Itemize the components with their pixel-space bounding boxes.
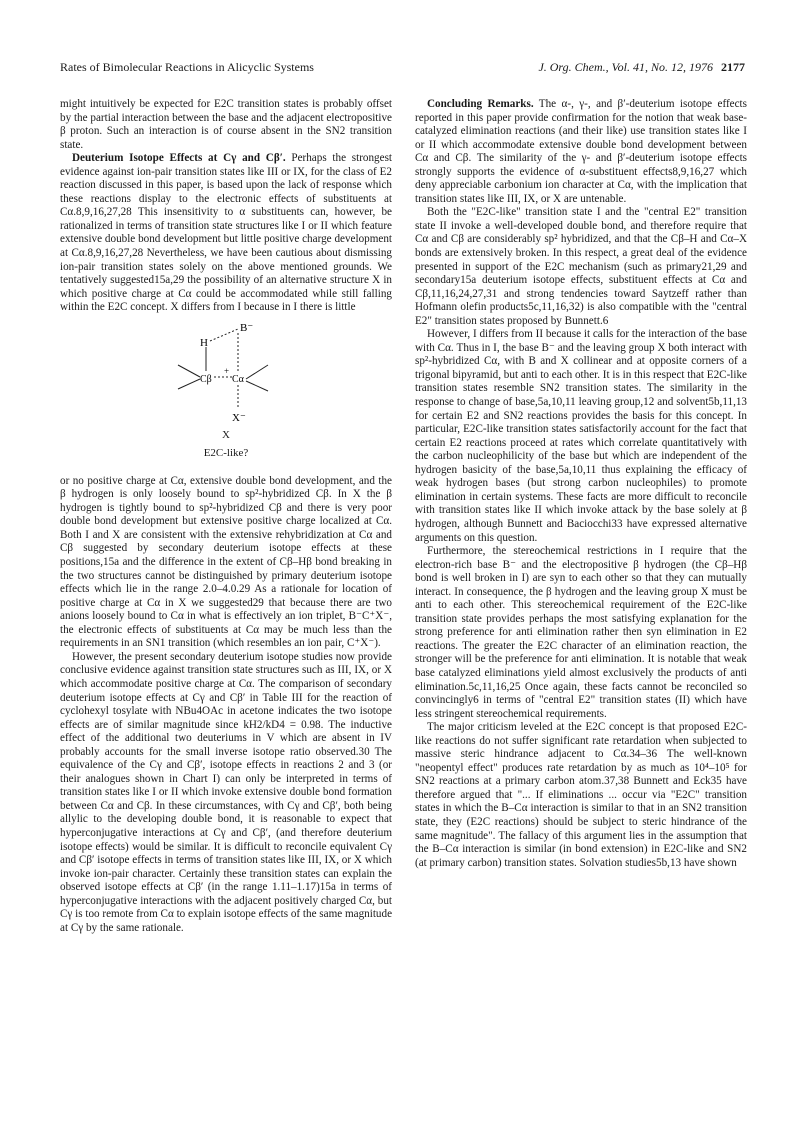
structure-label: X xyxy=(222,428,230,441)
paragraph: Furthermore, the stereochemical restrictions in I require that the electron-rich base B⁻ and the electropositive β hydrogen (the Cβ–Hβ bond is well broken in I) are syn to each other so that they can mutually interact. In consequence, the β hydrogen and the leaving group X must be anti to each other. This stereochemical requirement of the E2C-like transition state provides perhaps the most satisfying explanation for the strong preference for anti elimination rather then syn elimination in E2 reactions. The greater the E2C character of an elimination reaction, the stronger will be the preference for anti elimination. It is notable that weak base catalyzed eliminations yield almost exclusively the products of anti elimination.5c,11,16,25 Once again, these facts cannot be reconciled so convincingly6 in terms of "central E2" transition states (II) which have less stringent stereochemical requirements. xyxy=(415,545,747,720)
paragraph: or no positive charge at Cα, extensive double bond development, and the β hydrogen is only loosely bound to sp²-hybridized Cβ. In X the β hydrogen is tightly bound to sp²-hybridized Cβ and there is very poor double bond development but extensive positive charge localized at Cα. Both I and X are consistent with the extensive rehybridization at Cα and Cβ suggested by secondary deuterium isotope effects at these positions,15a and the difference in the extent of Cβ–Hβ bond breaking in the two structures cannot be distinguished by primary deuterium isotope effects which lie in the range 2.0–4.0.29 As a rationale for location of positive charge at Cα in X we suggested29 that because there are two anions loosely bound to Cα in what is effectively an ion triplet, B⁻C⁺X⁻, the electronic effects of substituents at Cα may be much less than the requirements in an SN1 transition (which resembles an ion pair, C⁺X⁻). xyxy=(60,474,392,650)
structure-caption: E2C-like? xyxy=(203,446,249,459)
journal-name: J. Org. Chem., Vol. 41, No. 12, 1976 xyxy=(538,60,713,74)
paragraph xyxy=(60,152,392,315)
charge-plus: + xyxy=(224,365,230,376)
paragraph: The major criticism leveled at the E2C concept is that proposed E2C-like reactions do not suffer significant rate retardation when subjected to massive steric hindrance adjacent to Cα.34–36 The well-known "neopentyl effect" produces rate retardation by as much as 10⁴–10⁵ for SN2 reactions at a primary carbon atom.37,38 Bunnett and Eck35 have therefore argued that "... If eliminations ... occur via "E2C" transition states in which the B–Cα interaction is similar to that in an SN2 transition state, they (E2C reactions) should be subject to steric hindrance of the same magnitude". The fallacy of this argument lies in the assumption that the B–Cα interaction is similar (in bond extension) in E2C-like and SN2 (at primary carbon) transition states. Solvation studies5b,13 have shown xyxy=(415,721,747,869)
structure-diagram xyxy=(60,319,392,444)
paragraph xyxy=(415,98,747,206)
paragraph: Both the "E2C-like" transition state I and the "central E2" transition state II invoke a well-developed double bond, and therefore require that Cα and Cβ are considerably sp² hybridized, and that the Cβ–H and Cα–X bonds are extensively broken. In this respect, a great deal of the evidence presented in support of the E2C mechanism (such as primary21,29 and secondary15a deuterium isotope effects, substituent effects at Cα and Cβ,11,16,24,27,31 and strong tendencies toward Saytzeff rather than Hofmann olefin products5c,11,16,32) is also compatible with the "central E2" transition states proposed by Bunnett.6 xyxy=(415,206,747,327)
left-column xyxy=(60,98,392,935)
paragraph: However, I differs from II because it calls for the interaction of the base with Cα. Thus in I, the base B⁻ and the leaving group X both interact with sp²-hybridized Cα, with B and X collinear and at opposite corners of a trigonal bipyramid, but anti to each other. It is in this respect that E2C-like transition states resemble SN2 transition states. The similarity in the response to change of base,5a,10,11 leaving group,12 and solvent5b,11,13 for certain E2 and SN2 reactions provides the basis for this concept. In particular, E2C-like transition states satisfactorily account for the fact that certain E2 reactions proceed at rates which correlate quantitatively with the carbon nucleophilicity of the base but which are independent of the hydrogen basicity of the base,5a,10,11 thus explaining the efficacy of weak hydrogen bases (but strong carbon nucleophiles) to promote elimination in certain systems. These facts are more difficult to reconcile with transition states like II which invoke attack by the base solely at β hydrogen, although Bunnett and Baciocchi33 have expressed alternative arguments on this question. xyxy=(415,328,747,544)
atom-B: B⁻ xyxy=(240,321,254,334)
paragraph-text: The α-, γ-, and β′-deuterium isotope effects reported in this paper provide confirmation for the notion that weak base-catalyzed elimination reactions (and their like) use transition states like I or II which accommodate extensive double bond development between Cα and Cβ. The similarity of the γ- and β′-deuterium isotope effects strongly supports the evidence of α-substituent effects8,9,16,27 which deny appreciable carbonium ion character at Cα, with the implication that transition states like III, IX, or X are untenable. xyxy=(415,98,747,205)
section-heading: Concluding Remarks. xyxy=(427,98,534,110)
running-header xyxy=(60,60,745,78)
right-column xyxy=(415,98,747,870)
running-title: Rates of Bimolecular Reactions in Alicyclic Systems xyxy=(60,60,314,74)
journal-citation xyxy=(538,60,745,75)
atom-H: H xyxy=(200,336,208,349)
paragraph: However, the present secondary deuterium isotope studies now provide conclusive evidence against transition state structures such as III, IX, or X which accommodate positive charge at Cα. The comparison of secondary deuterium isotope effects at Cγ and Cβ′ in Table III for the reaction of cyclohexyl tosylate with NBu4OAc in acetone indicates the two isotope effects are of similar magnitude since kH2/kD4 = 0.98. The inductive effect of the additional two deuteriums in V which are absent in IV probably accounts for the small inverse isotope ratio observed.30 The equivalence of the Cγ and Cβ′, isotope effects in reactions 2 and 3 (or their analogues shown in Chart I) can only be interpreted in terms of transition states like I or II which invoke extensive double bond formation between Cα and Cβ. In these circumstances, with Cγ and Cβ′, both being allylic to the developing double bond, it is reasonable to expect that hyperconjugative interactions at Cγ and Cβ′, (and therefore deuterium isotope effects) would be similar. It is difficult to reconcile equivalent Cγ and Cβ′ isotope effects in terms of transition states like III, IX, or X which invoke ion-pair character. Certainly these transition states can explain the observed isotope effects at Cβ′ (in the range 1.11–1.17)15a in terms of hyperconjugative interactions with the adjacent positively charged Cα, but Cγ is too remote from Cα to explain isotope effects of the same magnitude at Cγ by the same rationale. xyxy=(60,650,393,934)
atom-X: X⁻ xyxy=(232,411,246,424)
page-number: 2177 xyxy=(721,60,745,74)
structure-figure xyxy=(60,319,392,469)
section-heading: Deuterium Isotope Effects at Cγ and Cβ′. xyxy=(72,152,286,165)
atom-C-alpha: Cα xyxy=(232,373,244,385)
atom-C-beta: Cβ xyxy=(200,373,212,385)
paragraph-text: Perhaps the strongest evidence against ion-pair transition states like III or IX, for the class of E2 reaction discussed in this paper, is based upon the lack of response which these reactions display to the electronic effects of substituents at Cα.8,9,16,27,28 This insensitivity to α substituents can, however, be rationalized in terms of transition state structures like I or II which feature extensive double bond development but little positive charge development at Cα.8,9,16,27,28 Nevertheless, we have been cautious about dismissing ion-pair transition states solely on the above mentioned grounds. We tentatively suggested15a,29 the possibility of an alternative structure X in which positive charge at Cα could be accommodated while still falling within the E2C concept. X differs from I because in I there is little xyxy=(60,152,392,314)
paragraph: might intuitively be expected for E2C transition states is probably offset by the partial interaction between the base and the adjacent electropositive β proton. Such an interaction is of course absent in the SN2 transition state. xyxy=(60,98,392,151)
